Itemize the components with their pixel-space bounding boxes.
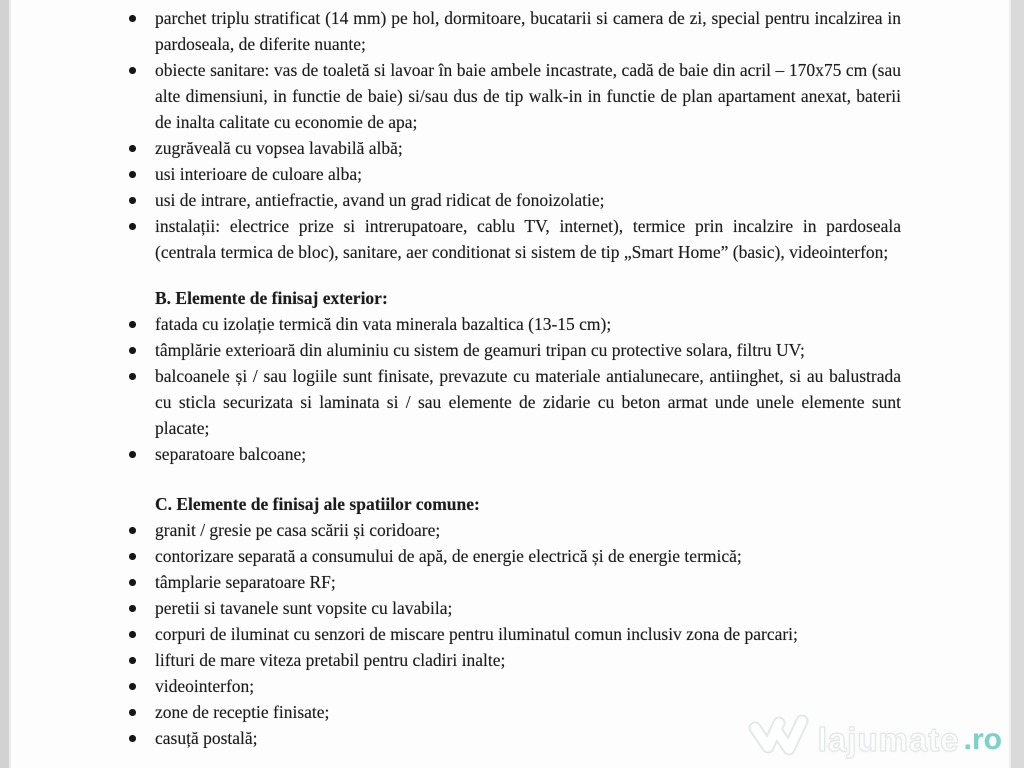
section-interior-finishes [155,5,901,265]
scan-edge-right [1009,0,1024,768]
list-item: instalații: electrice prize si intrerupatoare, cablu TV, internet), termice prin incalzire in pardoseala (centrala termica de bloc), sanitare, aer conditionat si sistem de tip „Smart Home” (basic), videointerfon; [155,213,901,265]
section-header-exterior: B. Elemente de finisaj exterior: [155,288,388,308]
section-common-areas-finishes [155,491,901,751]
list-item: zugrăveală cu vopsea lavabilă albă; [155,135,901,161]
exterior-finishes-list [155,311,901,467]
common-areas-finishes-list [155,517,901,751]
list-item: casuță postală; [155,725,901,751]
list-item: obiecte sanitare: vas de toaletă si lavoar în baie ambele incastrate, cadă de baie din acril – 170x75 cm (sau alte dimensiuni, in functie de baie) si/sau dus de tip walk-in in functie de plan apartament anexat, baterii de inalta calitate cu economie de apa; [155,57,901,135]
list-item: contorizare separată a consumului de apă, de energie electrică și de energie termică; [155,543,901,569]
list-item: peretii si tavanele sunt vopsite cu lavabila; [155,595,901,621]
list-item: parchet triplu stratificat (14 mm) pe hol, dormitoare, bucatarii si camera de zi, special pentru incalzirea in pardoseala, de diferite nuante; [155,5,901,57]
list-item: usi interioare de culoare alba; [155,161,901,187]
section-header-common-areas: C. Elemente de finisaj ale spatiilor comune: [155,494,480,514]
watermark-brand-text: lajumate [817,721,960,758]
list-item: balcoanele și / sau logiile sunt finisate, prevazute cu materiale antialunecare, antiinghet, si au balustrada cu sticla securizata si laminata si / sau elemente de zidarie cu beton armat unde unele elemente sunt placate; [155,363,901,441]
list-item: lifturi de mare viteza pretabil pentru cladiri inalte; [155,647,901,673]
list-item: usi de intrare, antiefractie, avand un grad ridicat de fonoizolatie; [155,187,901,213]
list-item: granit / gresie pe casa scării și coridoare; [155,517,901,543]
list-item: separatoare balcoane; [155,441,901,467]
interior-finishes-list [155,5,901,265]
list-item: corpuri de iluminat cu senzori de miscare pentru iluminatul comun inclusiv zona de parcari; [155,621,901,647]
scan-edge-left [0,0,11,768]
watermark-tld-text: .ro [963,723,1002,756]
document-content [155,5,901,751]
list-item: tâmplarie separatoare RF; [155,569,901,595]
section-exterior-finishes [155,285,901,467]
list-item: fatada cu izolație termică din vata minerala bazaltica (13-15 cm); [155,311,901,337]
list-item: tâmplărie exterioară din aluminiu cu sistem de geamuri tripan cu protective solara, filtru UV; [155,337,901,363]
list-item: zone de receptie finisate; [155,699,901,725]
list-item: videointerfon; [155,673,901,699]
